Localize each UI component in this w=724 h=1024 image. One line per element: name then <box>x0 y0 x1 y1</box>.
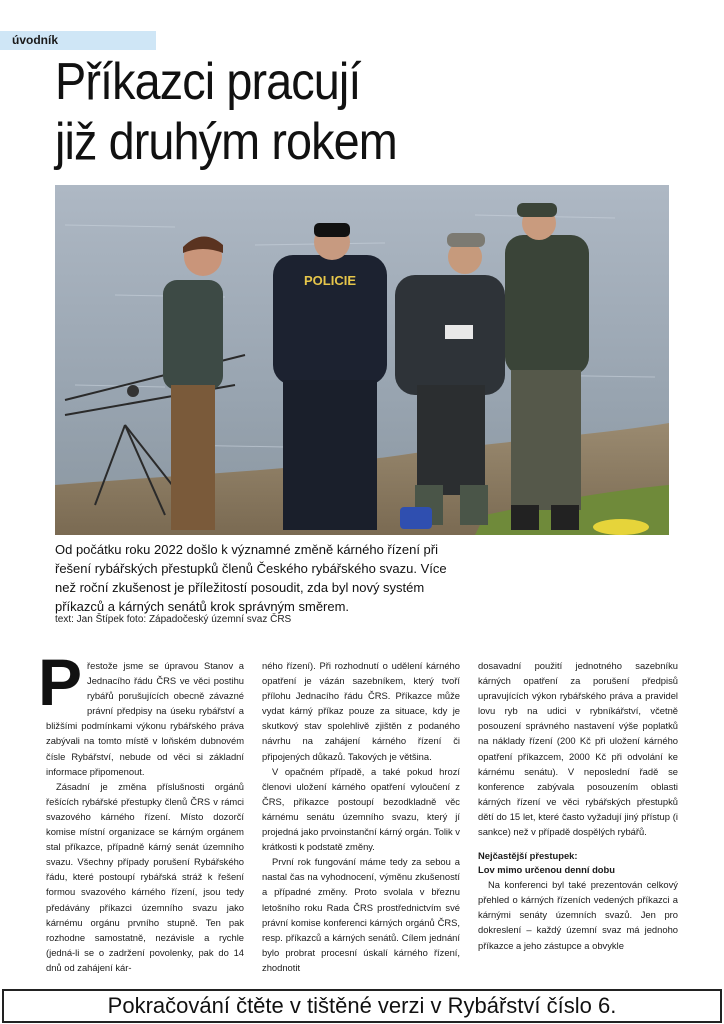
drop-cap: P <box>38 645 83 719</box>
police-label: POLICIE <box>303 273 357 288</box>
warden-right <box>505 203 589 530</box>
title-line-1: Příkazci pracují <box>55 53 361 111</box>
subheading-line-1: Nejčastější přestupek: <box>478 850 578 862</box>
article-credits: text: Jan Štípek foto: Západočeský územní svaz ČRS <box>55 614 292 625</box>
paragraph-text: řestože jsme se úpravou Stanov a Jednacího řádu ČRS ve věci postihu rybářů porušujících obecně závazné právní předpisy na úseku rybářství a bližšími podmínkami výkonu rybářského práva zabývali na tomto místě v loňském dubnovém čísle Rybářství, nebude od věci si základní informace připomenout. <box>46 660 244 777</box>
article-column-2 <box>262 658 460 975</box>
article-column-3 <box>478 658 678 953</box>
paragraph <box>38 645 244 779</box>
paragraph: ného řízení). Při rozhodnutí o udělení kárného opatření je vázán sazebníkem, který tvoří přílohu Jednacího řádu ČRS. Příkazce může vydat kárný příkaz pouze za situace, kdy je skutkový stav spolehlivě zjištěn z podaného návrhu na zahájení kárného řízení či připojených důkazů. Takových je většina. <box>262 660 460 762</box>
continuation-banner: Pokračování čtěte v tištěné verzi v Rybářství číslo 6. <box>2 989 722 1023</box>
police-officer <box>273 223 387 530</box>
paragraph: Zásadní je změna příslušnosti orgánů řešících rybářské přestupky členů ČRS v rámci svazového kárného řízení. Místo dozorčí komise místní organizace se kárným orgánem stal příkazce, případně kárný senát územního svazu. Všechny případy porušení Rybářského řádu, které postoupí rybářská stráž k řešení formou svazového kárného řízení, jsou tedy předávány příkazci územního svazu jako kárnému orgánu prvního stupně. Ten pak rozhodne samostatně, nezávisle a rychle (jedná-li se o zadržení povolenky, pak do 14 dnů od zahájení kár- <box>46 780 244 973</box>
paragraph: První rok fungování máme tedy za sebou a nastal čas na vyhodnocení, výměnu zkušeností a případné změny. Proto svolala v březnu letošního roku Rada ČRS prostřednictvím své právní komise konferenci kárných orgánů ČRS, resp. příkazců a kárných senátů. Cílem jednání bylo probrat procesní úskalí kárného řízení, zhodnotit <box>262 856 460 973</box>
section-tag-label: úvodník <box>12 33 59 47</box>
paragraph: dosavadní použití jednotného sazebníku kárných opatření za porušení předpisů upravujících výkon rybářského práva a pravidel lovu ryb na udici v rybníkářství, včetně posouzení správného nastavení výše poplatků na náklady řízení (200 Kč při uložení kárného opatření příkazcem, 2000 Kč při odvolání ke kárnému senátu). V neposlední řadě se konference zabývala posouzením oblasti kárných řízení ve věci rybářských přestupků dětí do 15 let, které často vyžadují jiný přístup (i sankce) než v případě dospělých rybářů. <box>478 660 678 838</box>
paragraph: Na konferenci byl také prezentován celkový přehled o kárných řízeních vedených příkazci a kárnými senáty územních svazů. Jen pro dokreslení – každý územní svaz má jednoho příkazce a jeho zástupce a obvykle <box>478 879 678 951</box>
article-photo <box>55 185 669 535</box>
article-column-1 <box>38 645 244 975</box>
photo-caption: Od počátku roku 2022 došlo k významné změně kárného řízení při řešení rybářských přestupků členů Českého rybářského svazu. Více než roční zkušenost je příležitostí posoudit, zda byl nový systém příkazců a kárných senátů krok správným směrem. <box>55 542 447 614</box>
subheading <box>478 849 678 877</box>
article-title <box>55 52 397 172</box>
subheading-line-2: Lov mimo určenou denní dobu <box>478 864 615 876</box>
title-line-2: již druhým rokem <box>55 113 397 171</box>
paragraph: V opačném případě, a také pokud hrozí členovi uložení kárného opatření vyloučení z ČRS, příkazce postoupí bezodkladně věc kárnému senátu územního svazu, který jí projedná jako prvoinstanční kárný orgán. Tolik v krátkosti k podstatě změny. <box>262 765 460 853</box>
section-tag <box>0 31 156 50</box>
